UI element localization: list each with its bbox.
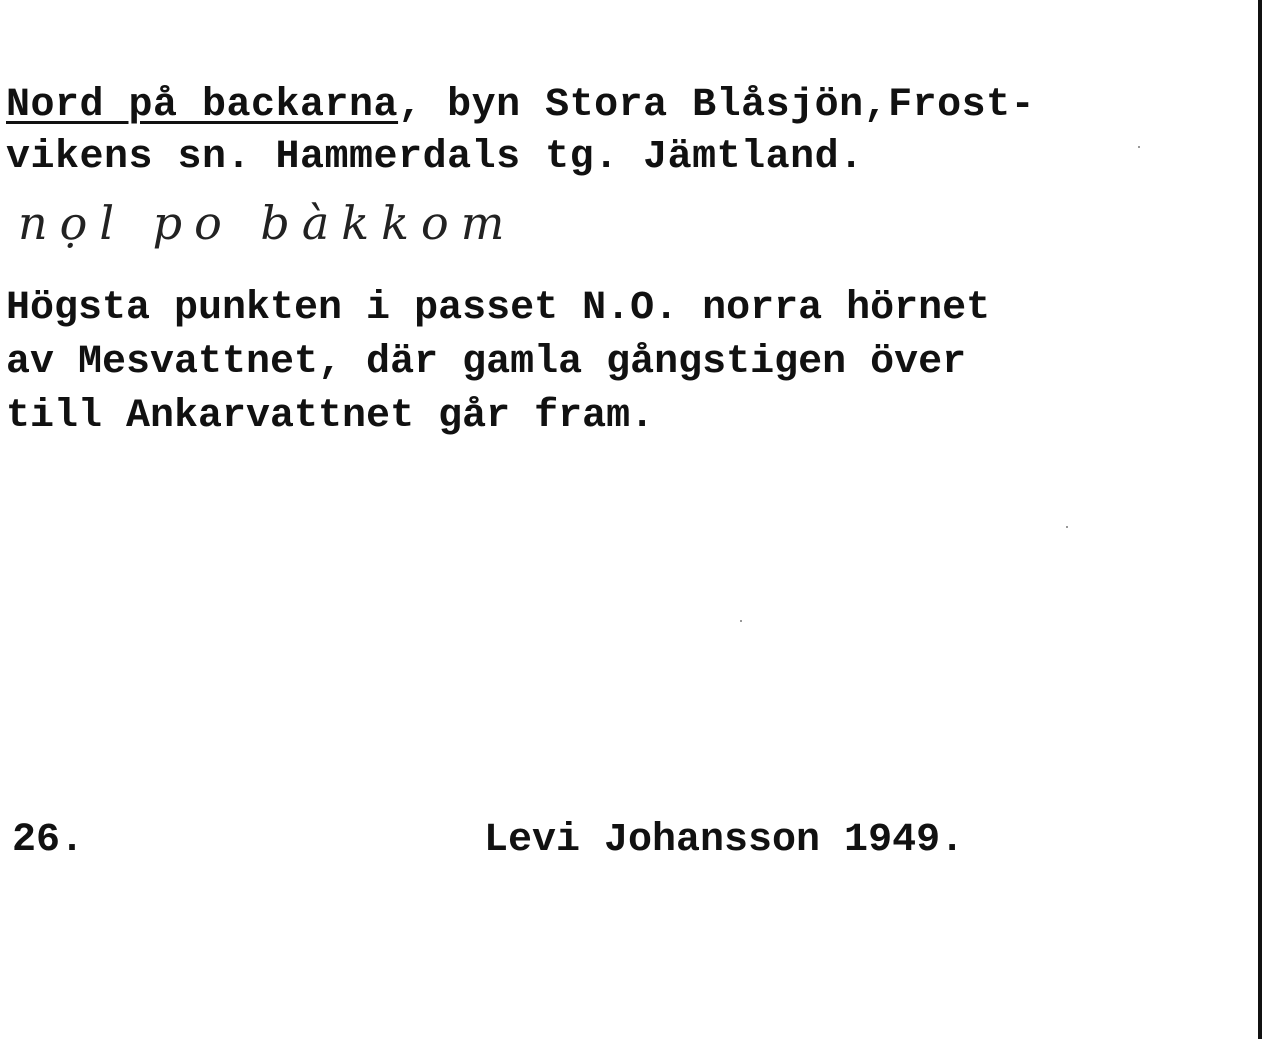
phonetic-transcription: nọl po bàkkom xyxy=(18,196,517,250)
description-line: av Mesvattnet, där gamla gångstigen över xyxy=(6,340,967,385)
scan-speck xyxy=(740,620,742,622)
description-line: Högsta punkten i passet N.O. norra hörnet xyxy=(6,286,991,331)
card-number: 26. xyxy=(12,818,85,863)
location-line: vikens sn. Hammerdals tg. Jämtland. xyxy=(6,135,864,180)
scan-speck xyxy=(1138,146,1140,148)
place-name: Nord på backarna xyxy=(6,83,399,128)
description xyxy=(6,282,990,444)
collector-signature: Levi Johansson 1949. xyxy=(484,818,965,863)
place-name-line xyxy=(6,80,1035,132)
place-name-continuation: , byn Stora Blåsjön,Frost- xyxy=(398,83,1036,128)
description-line: till Ankarvattnet går fram. xyxy=(6,394,655,439)
scan-speck xyxy=(1066,526,1068,528)
card-edge-line xyxy=(1258,0,1262,1039)
